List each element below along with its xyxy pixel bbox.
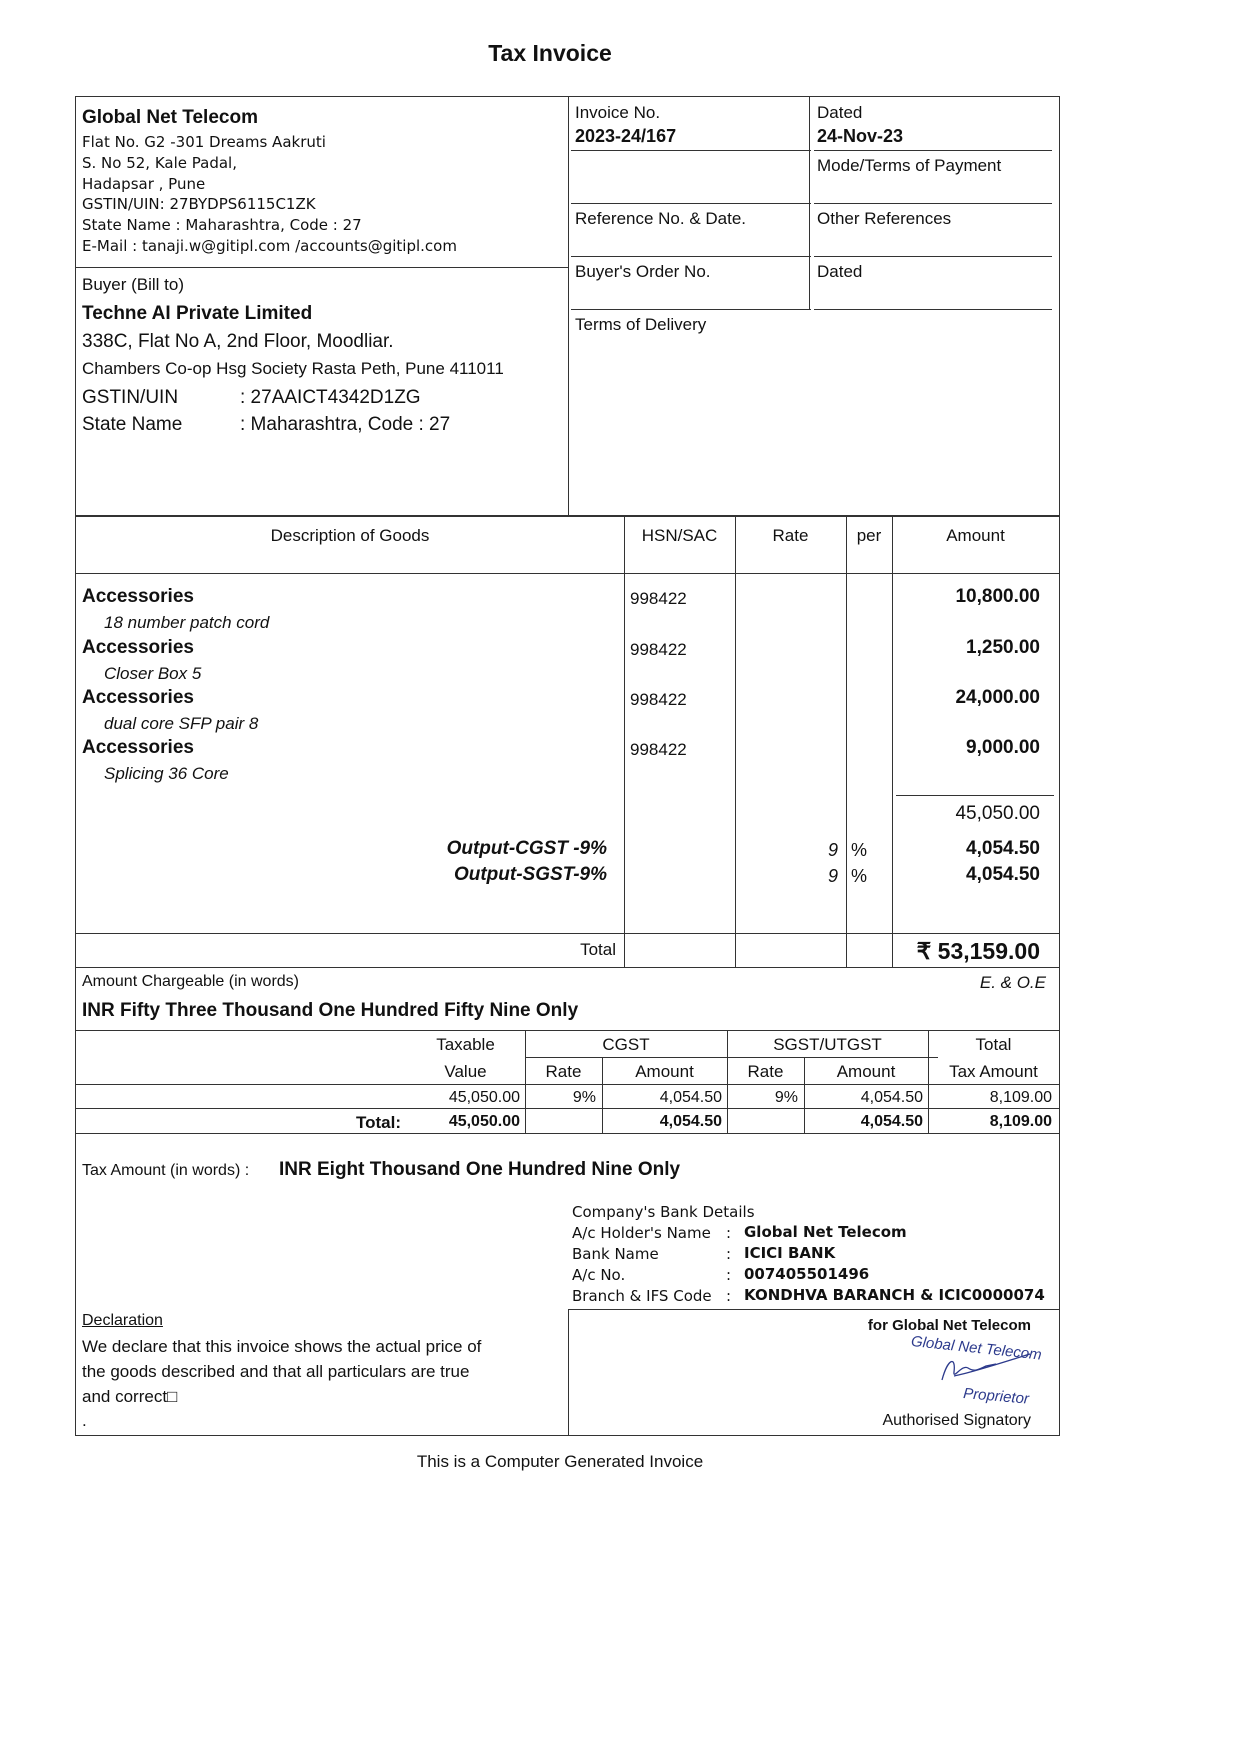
bank-label: A/c Holder's Name	[572, 1224, 711, 1242]
buyer-state-value: : Maharashtra, Code : 27	[240, 414, 451, 435]
terms-of-delivery-label: Terms of Delivery	[575, 315, 707, 334]
declaration-text: and correct□	[82, 1387, 178, 1406]
declaration-text: .	[82, 1411, 87, 1430]
divider	[814, 203, 1052, 204]
col-header-amount: Amount	[946, 526, 1005, 545]
summary-total-tax: 8,109.00	[989, 1113, 1052, 1130]
divider	[76, 573, 1059, 574]
total-label: Total	[580, 940, 616, 959]
page-title: Tax Invoice	[488, 40, 612, 66]
buyer-address-2: Chambers Co-op Hsg Society Rasta Peth, Pune 411011	[82, 359, 504, 378]
divider	[571, 203, 811, 204]
divider	[568, 1309, 569, 1436]
signature-icon	[934, 1350, 1034, 1390]
reference-label: Reference No. & Date.	[575, 209, 747, 228]
bank-details-title: Company's Bank Details	[572, 1203, 755, 1221]
divider	[568, 97, 569, 515]
summary-header-taxable: Taxable	[436, 1035, 495, 1054]
summary-header-sgst-amount: Amount	[836, 1062, 896, 1081]
divider	[76, 1084, 1059, 1085]
seller-email: E-Mail : tanaji.w@gitipl.com /accounts@gitipl.com	[82, 237, 457, 255]
stamp-proprietor: Proprietor	[962, 1385, 1030, 1408]
item-name: Accessories	[82, 637, 194, 658]
stamp-company-name: Global Net Telecom	[910, 1333, 1043, 1364]
tax-words-label: Tax Amount (in words) :	[82, 1162, 250, 1179]
divider	[814, 309, 1052, 310]
item-amount: 10,800.00	[955, 586, 1040, 607]
dated2-label: Dated	[817, 262, 863, 281]
subtotal-amount: 45,050.00	[955, 803, 1040, 824]
divider	[76, 267, 568, 268]
divider	[76, 1133, 1059, 1134]
buyer-label: Buyer (Bill to)	[82, 275, 185, 294]
buyer-gstin-value: : 27AAICT4342D1ZG	[240, 387, 421, 408]
item-hsn: 998422	[630, 690, 687, 709]
authorised-signatory: Authorised Signatory	[882, 1412, 1031, 1429]
seller-state: State Name : Maharashtra, Code : 27	[82, 216, 362, 234]
item-hsn: 998422	[630, 589, 687, 608]
divider	[76, 1030, 1059, 1031]
divider	[525, 1057, 938, 1058]
seller-address-1: Flat No. G2 -301 Dreams Aakruti	[82, 133, 326, 151]
amount-in-words: INR Fifty Three Thousand One Hundred Fifty Nine Only	[82, 1000, 579, 1021]
summary-header-sgst: SGST/UTGST	[773, 1035, 882, 1054]
summary-header-tax-amount: Tax Amount	[949, 1062, 1038, 1081]
declaration-text: We declare that this invoice shows the actual price of	[82, 1337, 482, 1356]
tax-line-label: Output-CGST -9%	[446, 838, 607, 859]
divider	[846, 515, 847, 967]
col-header-description: Description of Goods	[270, 526, 430, 545]
invoice-no-label: Invoice No.	[575, 103, 661, 122]
summary-taxable: 45,050.00	[448, 1089, 520, 1106]
summary-sgst-amount: 4,054.50	[860, 1089, 923, 1106]
item-hsn: 998422	[630, 640, 687, 659]
divider	[76, 967, 1059, 968]
eoe-note: E. & O.E	[979, 973, 1046, 992]
summary-total-label: Total:	[355, 1113, 401, 1132]
declaration-text: the goods described and that all particulars are true	[82, 1362, 470, 1381]
item-description: Closer Box 5	[104, 664, 202, 683]
grand-total: ₹ 53,159.00	[916, 938, 1040, 964]
other-references-label: Other References	[817, 209, 952, 228]
col-header-rate: Rate	[772, 526, 809, 545]
item-amount: 9,000.00	[966, 737, 1040, 758]
bank-label: A/c No.	[572, 1266, 626, 1284]
summary-header-total: Total	[975, 1035, 1012, 1054]
summary-header-cgst-rate: Rate	[545, 1062, 582, 1081]
col-header-per: per	[856, 526, 882, 545]
summary-total-cgst: 4,054.50	[659, 1113, 722, 1130]
bank-label: Branch & IFS Code	[572, 1287, 712, 1305]
buyer-state-label: State Name	[82, 414, 183, 435]
tax-line-label: Output-SGST-9%	[453, 864, 607, 885]
divider	[571, 309, 811, 310]
seller-address-3: Hadapsar , Pune	[82, 175, 206, 193]
bank-value: 007405501496	[744, 1265, 870, 1283]
tax-line-amount: 4,054.50	[966, 864, 1040, 885]
tax-line-per: %	[851, 840, 868, 860]
seller-gstin: GSTIN/UIN: 27BYDPS6115C1ZK	[82, 195, 316, 213]
item-description: Splicing 36 Core	[104, 764, 229, 783]
summary-total-taxable: 45,050.00	[448, 1113, 520, 1130]
summary-sgst-rate: 9%	[774, 1089, 798, 1106]
summary-cgst-amount: 4,054.50	[659, 1089, 722, 1106]
mode-terms-label: Mode/Terms of Payment	[817, 156, 1002, 175]
item-name: Accessories	[82, 687, 194, 708]
invoice-no: 2023-24/167	[575, 126, 677, 146]
divider	[735, 515, 736, 967]
summary-header-value: Value	[444, 1062, 487, 1081]
bank-value: KONDHVA BARANCH & ICIC0000074	[744, 1286, 1045, 1304]
item-amount: 24,000.00	[955, 687, 1040, 708]
bank-colon: :	[726, 1266, 732, 1284]
dated-label: Dated	[817, 103, 863, 122]
buyer-gstin-label: GSTIN/UIN	[82, 387, 179, 408]
bank-label: Bank Name	[572, 1245, 659, 1263]
tax-line-per: %	[851, 866, 868, 886]
divider	[814, 150, 1052, 151]
divider	[624, 515, 625, 967]
summary-total: 8,109.00	[989, 1089, 1052, 1106]
divider	[76, 515, 1059, 517]
seller-address-2: S. No 52, Kale Padal,	[82, 154, 237, 172]
divider	[568, 1309, 1059, 1310]
divider	[76, 1108, 1059, 1109]
divider	[896, 795, 1054, 796]
item-name: Accessories	[82, 737, 194, 758]
col-header-hsn: HSN/SAC	[641, 526, 718, 545]
invoice-frame	[75, 96, 1060, 1436]
declaration-label: Declaration	[82, 1312, 163, 1329]
for-company-label: for Global Net Telecom	[867, 1317, 1031, 1334]
tax-line-amount: 4,054.50	[966, 838, 1040, 859]
seller-name: Global Net Telecom	[82, 107, 258, 128]
summary-cgst-rate: 9%	[572, 1089, 596, 1106]
invoice-date: 24-Nov-23	[817, 126, 904, 146]
tax-line-rate: 9	[827, 866, 838, 886]
divider	[571, 150, 811, 151]
summary-header-cgst: CGST	[602, 1035, 650, 1054]
item-description: 18 number patch cord	[104, 613, 270, 632]
item-name: Accessories	[82, 586, 194, 607]
bank-value: Global Net Telecom	[744, 1223, 907, 1241]
bank-colon: :	[726, 1245, 732, 1263]
tax-in-words: INR Eight Thousand One Hundred Nine Only	[279, 1159, 681, 1180]
buyers-order-label: Buyer's Order No.	[575, 262, 711, 281]
summary-header-sgst-rate: Rate	[747, 1062, 784, 1081]
bank-colon: :	[726, 1224, 732, 1242]
divider	[571, 256, 811, 257]
divider	[76, 933, 1059, 934]
item-hsn: 998422	[630, 740, 687, 759]
item-description: dual core SFP pair 8	[104, 714, 259, 733]
tax-line-rate: 9	[827, 840, 838, 860]
bank-value: ICICI BANK	[744, 1244, 836, 1262]
divider	[814, 256, 1052, 257]
amount-words-label: Amount Chargeable (in words)	[82, 973, 299, 990]
buyer-address-1: 338C, Flat No A, 2nd Floor, Moodliar.	[82, 331, 394, 352]
buyer-name: Techne AI Private Limited	[82, 303, 313, 324]
item-amount: 1,250.00	[966, 637, 1040, 658]
summary-header-cgst-amount: Amount	[635, 1062, 694, 1081]
summary-total-sgst: 4,054.50	[860, 1113, 923, 1130]
footer-note: This is a Computer Generated Invoice	[416, 1452, 704, 1471]
bank-colon: :	[726, 1287, 732, 1305]
